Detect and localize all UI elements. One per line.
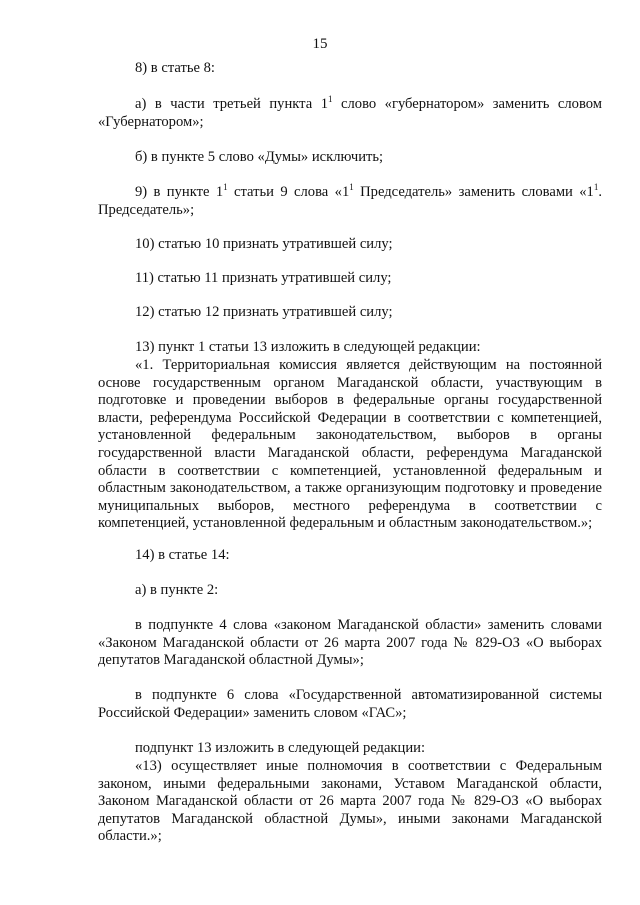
superscript: 1 bbox=[223, 182, 228, 192]
item-14-a-subparagraph-13: подпункт 13 изложить в следующей редакции: bbox=[135, 740, 426, 756]
item-8-b: б) в пункте 5 слово «Думы» исключить; bbox=[135, 149, 384, 165]
item-9-text-2: статьи 9 слова «1 bbox=[227, 184, 350, 200]
item-9-text-3: Председатель» заменить словами «1 bbox=[353, 184, 594, 200]
superscript: 1 bbox=[328, 94, 333, 104]
item-9-text-4: . Председатель»; bbox=[98, 184, 602, 218]
item-14-a-subparagraph-4: в подпункте 4 слова «законом Магаданской области» заменить словами «Законом Магаданской области от 26 марта 2007 года № 829-ОЗ «О выборах депутатов Магаданской областной Думы»; bbox=[98, 617, 602, 669]
page-number: 15 bbox=[312, 36, 328, 52]
item-9-text-1: 9) в пункте 1 bbox=[135, 184, 224, 200]
item-13-quote: «1. Территориальная комиссия является действующим на постоянной основе государственным органом Магаданской области, участвующим в подготовке и проведении выборов в федеральные органы государственной власти, референдума Российской Федерации в соответствии с компетенцией, установленной федеральным законодательством, выборов в органы государственной власти Магаданской области, референдума Магаданской области в соответствии с компетенцией, установленной федеральным и областным законодательством, а также организующим подготовку и проведение муниципальных выборов, местного референдума в соответствии с компетенцией, установленной федеральным и областным законодательством.»; bbox=[98, 357, 602, 532]
item-13: 13) пункт 1 статьи 13 изложить в следующей редакции: bbox=[135, 339, 481, 355]
superscript: 1 bbox=[349, 182, 354, 192]
superscript: 1 bbox=[593, 182, 599, 192]
item-14-a-subparagraph-13-quote: «13) осуществляет иные полномочия в соответствии с Федеральным законом, иными федеральными законами, Уставом Магаданской области, Законом Магаданской области от 26 марта 2007 года № 829-ОЗ «О выборах депутатов Магаданской областной Думы», иными законами Магаданской области.»; bbox=[98, 758, 602, 845]
item-8: 8) в статье 8: bbox=[135, 60, 215, 76]
item-8-a-text-1: а) в части третьей пункта 1 bbox=[135, 96, 329, 112]
item-14-a: а) в пункте 2: bbox=[135, 582, 219, 598]
item-8-a bbox=[98, 96, 602, 131]
item-8-a-text-2: слово «губернатором» заменить словом «Губернатором»; bbox=[98, 96, 602, 130]
item-11: 11) статью 11 признать утратившей силу; bbox=[135, 270, 392, 286]
item-14-a-subparagraph-6: в подпункте 6 слова «Государственной автоматизированной системы Российской Федерации» заменить словом «ГАС»; bbox=[98, 687, 602, 721]
item-9 bbox=[98, 184, 602, 219]
item-10: 10) статью 10 признать утратившей силу; bbox=[135, 236, 393, 252]
item-12: 12) статью 12 признать утратившей силу; bbox=[135, 304, 393, 320]
item-14: 14) в статье 14: bbox=[135, 547, 230, 563]
